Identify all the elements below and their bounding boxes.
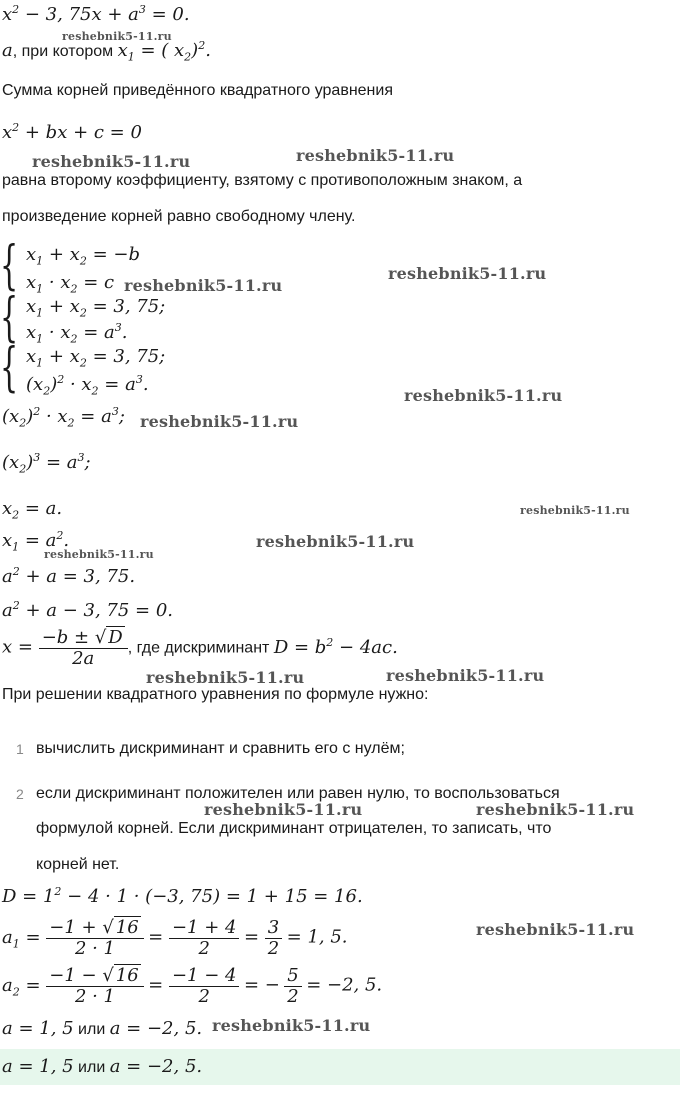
system1-eq1: $x_1 + x_2 = -b$ [26, 244, 140, 268]
system3-eq1: $x_1 + x_2 = 3$, 75; [26, 346, 166, 370]
watermark: reshebnik5-11.ru [256, 532, 415, 551]
root-a1: $a_1$ = $\frac{-1 + √ 16}{2 \cdot 1}$ = $\frac{-1 + 4}{2}$ = $\frac{3}{2}$ = 1, 5. [2, 917, 348, 959]
watermark: reshebnik5-11.ru [140, 412, 299, 431]
step-number: 1 [16, 741, 24, 757]
system-brace: { [0, 288, 19, 348]
watermark: reshebnik5-11.ru [62, 30, 172, 43]
watermark: reshebnik5-11.ru [520, 504, 630, 517]
quadratic-formula: x = $\frac{-b \pm √ D}{2a}$ , где дискриминант $D = b^2 - 4ac$. [2, 627, 398, 669]
watermark: reshebnik5-11.ru [124, 276, 283, 295]
task-condition: a, при котором $x_1$ = ( $x_2)^2$. [2, 39, 211, 64]
vieta-equation: $x^2$ + bx + c = 0 [2, 121, 142, 143]
vieta-text-1: равна второму коэффициенту, взятому с противоположным знаком, а [2, 172, 523, 189]
final-answer: a = 1, 5 или a = −2, 5. [2, 1056, 203, 1077]
step-eq-3: $x_2 = a$. [2, 498, 63, 522]
sum-intro-text: Сумма корней приведённого квадратного уравнения [2, 82, 393, 99]
watermark: reshebnik5-11.ru [44, 548, 154, 561]
method-intro: При решении квадратного уравнения по формуле нужно: [2, 686, 429, 703]
watermark: reshebnik5-11.ru [404, 386, 563, 405]
step-eq-6: $a^2 + a - 3$, 75 = 0. [2, 599, 174, 621]
discriminant-eq: $D = 1^2 - 4 \cdot 1 \cdot (-3$, 75) = 1 + 15 = 16. [2, 885, 363, 907]
task-equation: $x^2 - 3$, $75x + a^3 = 0$. [2, 3, 190, 25]
system3-eq2: $(x_2)^2 \cdot x_2 = a^3$. [26, 373, 149, 398]
step-1-text: вычислить дискриминант и сравнить его с нулём; [36, 740, 405, 757]
step-2-text-2: формулой корней. Если дискриминант отрицателен, то записать, что [36, 820, 552, 837]
system1-eq2: $x_1 \cdot x_2 = c$ [26, 272, 115, 296]
watermark: reshebnik5-11.ru [296, 146, 455, 165]
watermark: reshebnik5-11.ru [146, 668, 305, 687]
step-eq-4: $x_1 = a^2$. [2, 529, 70, 554]
watermark: reshebnik5-11.ru [386, 666, 545, 685]
step-eq-1: $(x_2)^2 \cdot x_2 = a^3$; [2, 405, 125, 430]
step-2-text-1: если дискриминант положителен или равен нулю, то воспользоваться [36, 785, 560, 802]
system2-eq1: $x_1 + x_2 = 3$, 75; [26, 296, 166, 320]
system2-eq2: $x_1 \cdot x_2 = a^3$. [26, 321, 128, 346]
watermark: reshebnik5-11.ru [388, 264, 547, 283]
watermark: reshebnik5-11.ru [32, 152, 191, 171]
step-number: 2 [16, 786, 24, 802]
step-eq-5: $a^2 + a = 3$, 75. [2, 565, 136, 587]
watermark: reshebnik5-11.ru [476, 800, 635, 819]
root-a2: $a_2$ = $\frac{-1 - √ 16}{2 \cdot 1}$ = $\frac{-1 - 4}{2}$ = − $\frac{5}{2}$ = −2, 5. [2, 965, 383, 1007]
watermark: reshebnik5-11.ru [476, 920, 635, 939]
watermark: reshebnik5-11.ru [204, 800, 363, 819]
vieta-text-2: произведение корней равно свободному члену. [2, 208, 356, 225]
roots-summary: a = 1, 5 или a = −2, 5. [2, 1018, 203, 1039]
step-eq-2: $(x_2)^3 = a^3$; [2, 451, 91, 476]
step-2-text-3: корней нет. [36, 856, 120, 873]
watermark: reshebnik5-11.ru [212, 1016, 371, 1035]
system-brace: { [0, 236, 19, 296]
system-brace: { [0, 338, 19, 398]
